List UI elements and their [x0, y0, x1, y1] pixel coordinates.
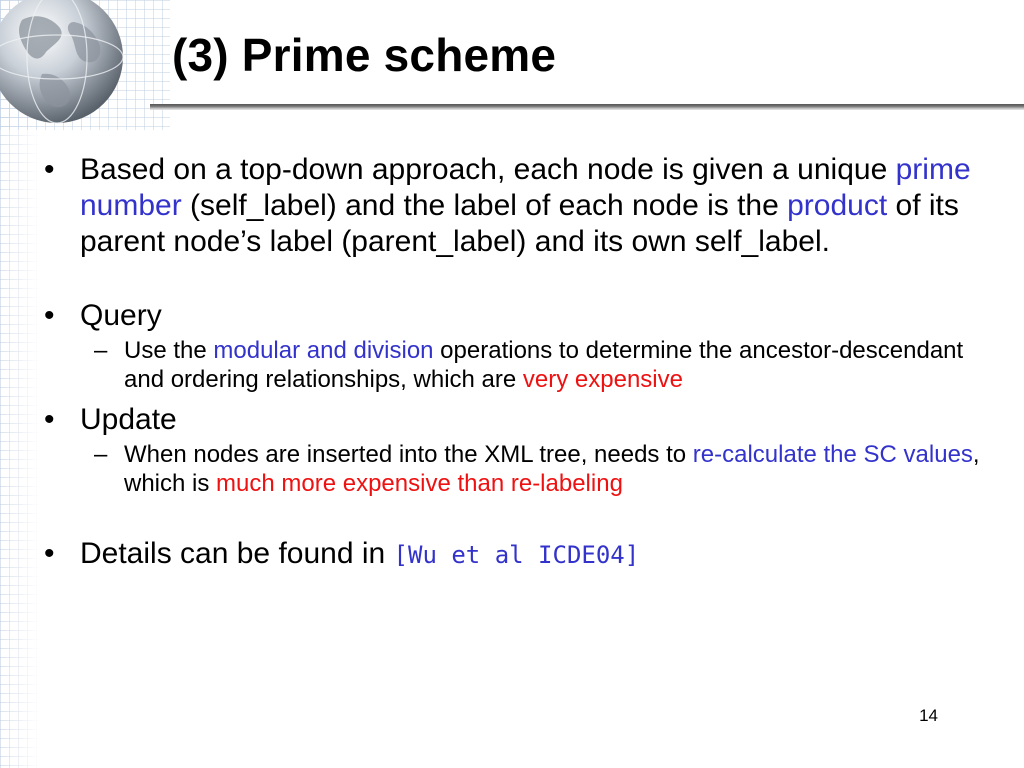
slide-title: (3) Prime scheme — [172, 29, 557, 81]
bullet-icon: • — [44, 153, 55, 186]
sub-text: Use the — [124, 337, 214, 364]
bullet-icon: • — [44, 403, 55, 436]
sub-text: When nodes are inserted into the XML tree, needs to — [124, 441, 693, 468]
highlight-text: re-calculate the SC values — [692, 441, 973, 468]
bullet-item-prime-scheme — [44, 152, 994, 260]
bullet-item-update — [44, 402, 994, 438]
sub-item-update — [44, 440, 994, 498]
bullet-icon: • — [44, 299, 55, 332]
bullet-icon: • — [44, 537, 55, 570]
page-number: 14 — [919, 706, 938, 725]
bullet-text: Details can be found in — [80, 537, 394, 570]
sub-text: operations to determine the ancestor-descendant and ordering relationships, which are — [124, 337, 964, 393]
globe-icon — [0, 0, 132, 132]
sub-item-query — [44, 336, 994, 394]
dash-icon: – — [94, 337, 108, 364]
slide-body — [44, 152, 994, 573]
bullet-item-query — [44, 298, 994, 334]
sub-text: , which is — [124, 441, 980, 497]
warning-text: very expensive — [522, 366, 683, 393]
dash-icon: – — [94, 441, 108, 468]
bullet-text: Based on a top-down approach, each node is given a unique — [80, 153, 896, 186]
bullet-label: Query — [80, 299, 162, 332]
highlight-text: prime number — [80, 153, 971, 222]
highlight-text: product — [787, 189, 888, 222]
bullet-text: (self_label) and the label of each node is the — [181, 189, 788, 222]
title-underline — [150, 104, 1024, 110]
bullet-text: of its parent node’s label (parent_label) and its own self_label. — [80, 189, 959, 258]
warning-text: much more expensive than re-labeling — [216, 470, 623, 497]
bullet-label: Update — [80, 403, 177, 436]
bullet-item-details — [44, 536, 994, 573]
citation-text: [Wu et al ICDE04] — [393, 541, 640, 569]
highlight-text: modular and division — [213, 337, 434, 364]
